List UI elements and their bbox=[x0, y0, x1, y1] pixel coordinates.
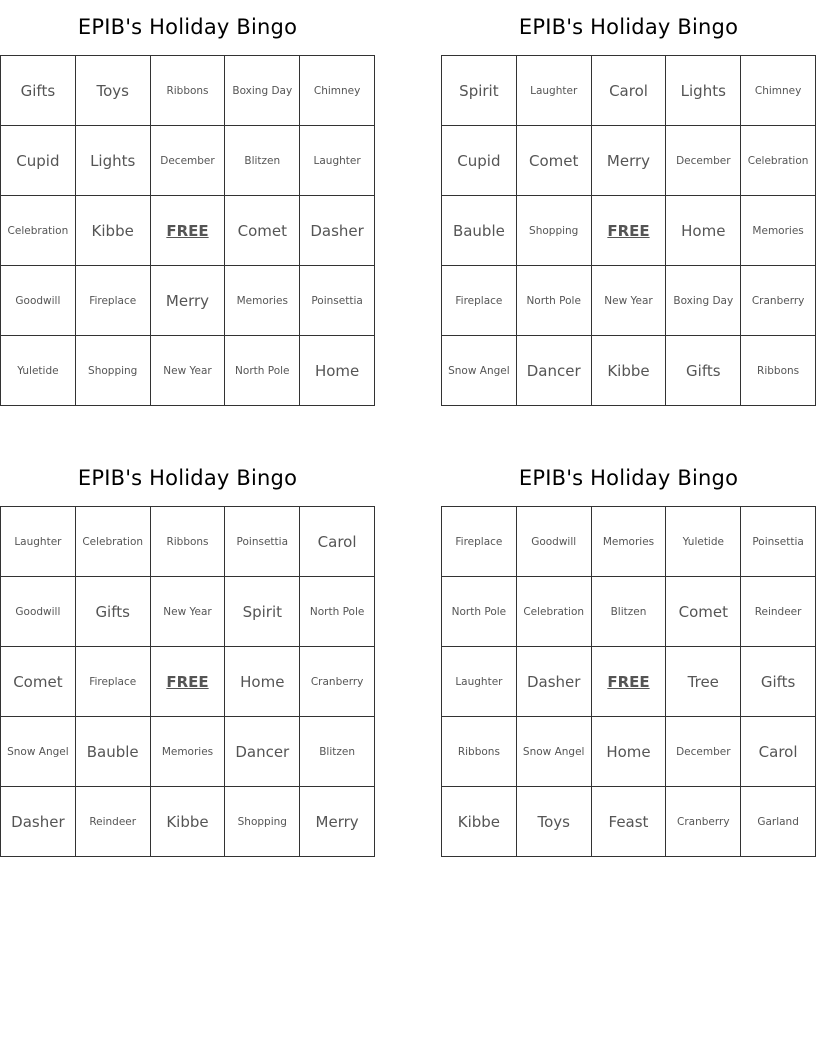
bingo-cell: Gifts bbox=[741, 647, 816, 717]
bingo-cell: Home bbox=[666, 196, 741, 266]
free-space-cell: FREE bbox=[592, 647, 667, 717]
bingo-cell: Toys bbox=[76, 56, 151, 126]
bingo-cell: Cranberry bbox=[300, 647, 375, 717]
bingo-cell: Fireplace bbox=[442, 507, 517, 577]
bingo-cell: Dasher bbox=[1, 787, 76, 857]
bingo-cell: Shopping bbox=[225, 787, 300, 857]
bingo-cell: Kibbe bbox=[76, 196, 151, 266]
bingo-cell: Spirit bbox=[442, 56, 517, 126]
bingo-cell: Fireplace bbox=[76, 647, 151, 717]
bingo-cell: Dancer bbox=[517, 336, 592, 406]
bingo-cell: Gifts bbox=[76, 577, 151, 647]
bingo-cell: Carol bbox=[300, 507, 375, 577]
bingo-cell: Snow Angel bbox=[442, 336, 517, 406]
bingo-cell: Home bbox=[225, 647, 300, 717]
bingo-cell: Poinsettia bbox=[300, 266, 375, 336]
bingo-cell: North Pole bbox=[225, 336, 300, 406]
bingo-cell: Laughter bbox=[517, 56, 592, 126]
bingo-cell: Kibbe bbox=[592, 336, 667, 406]
bingo-grid bbox=[0, 55, 375, 406]
bingo-cell: Goodwill bbox=[517, 507, 592, 577]
bingo-cell: Boxing Day bbox=[666, 266, 741, 336]
bingo-cell: Merry bbox=[300, 787, 375, 857]
bingo-cell: Yuletide bbox=[666, 507, 741, 577]
bingo-cell: Blitzen bbox=[300, 717, 375, 787]
bingo-cell: Ribbons bbox=[151, 507, 226, 577]
card-title: EPIB's Holiday Bingo bbox=[518, 466, 739, 490]
bingo-cell: Dasher bbox=[300, 196, 375, 266]
bingo-cell: Snow Angel bbox=[517, 717, 592, 787]
bingo-cell: Ribbons bbox=[151, 56, 226, 126]
free-space-cell: FREE bbox=[151, 647, 226, 717]
bingo-cell: New Year bbox=[151, 577, 226, 647]
bingo-card bbox=[0, 0, 375, 406]
free-space-cell: FREE bbox=[151, 196, 226, 266]
bingo-cell: Yuletide bbox=[1, 336, 76, 406]
bingo-cell: Goodwill bbox=[1, 266, 76, 336]
bingo-cell: Home bbox=[300, 336, 375, 406]
bingo-cell: Celebration bbox=[741, 126, 816, 196]
bingo-cell: December bbox=[666, 126, 741, 196]
bingo-cell: Boxing Day bbox=[225, 56, 300, 126]
bingo-grid bbox=[441, 506, 816, 857]
card-title: EPIB's Holiday Bingo bbox=[518, 15, 739, 39]
bingo-cell: Ribbons bbox=[741, 336, 816, 406]
bingo-cell: Dancer bbox=[225, 717, 300, 787]
bingo-cell: Gifts bbox=[666, 336, 741, 406]
bingo-cell: Laughter bbox=[1, 507, 76, 577]
bingo-cell: Poinsettia bbox=[741, 507, 816, 577]
bingo-cell: Laughter bbox=[442, 647, 517, 717]
bingo-cell: Merry bbox=[151, 266, 226, 336]
bingo-cell: Cupid bbox=[442, 126, 517, 196]
bingo-cell: Goodwill bbox=[1, 577, 76, 647]
bingo-cell: Cranberry bbox=[666, 787, 741, 857]
bingo-cell: Celebration bbox=[1, 196, 76, 266]
bingo-cell: Memories bbox=[151, 717, 226, 787]
bingo-cell: Feast bbox=[592, 787, 667, 857]
bingo-cell: North Pole bbox=[442, 577, 517, 647]
bingo-cell: Shopping bbox=[517, 196, 592, 266]
bingo-cell: Fireplace bbox=[442, 266, 517, 336]
bingo-cell: Snow Angel bbox=[1, 717, 76, 787]
bingo-card bbox=[441, 451, 816, 857]
bingo-cell: Comet bbox=[517, 126, 592, 196]
bingo-cell: Cupid bbox=[1, 126, 76, 196]
bingo-cell: Bauble bbox=[442, 196, 517, 266]
bingo-cell: Kibbe bbox=[442, 787, 517, 857]
bingo-cell: Bauble bbox=[76, 717, 151, 787]
bingo-cell: Celebration bbox=[76, 507, 151, 577]
bingo-cell: New Year bbox=[592, 266, 667, 336]
bingo-cell: Carol bbox=[741, 717, 816, 787]
bingo-cell: Comet bbox=[666, 577, 741, 647]
bingo-cell: Garland bbox=[741, 787, 816, 857]
bingo-cell: Poinsettia bbox=[225, 507, 300, 577]
bingo-cell: Laughter bbox=[300, 126, 375, 196]
bingo-cell: New Year bbox=[151, 336, 226, 406]
bingo-cell: Toys bbox=[517, 787, 592, 857]
bingo-cell: Celebration bbox=[517, 577, 592, 647]
bingo-card bbox=[441, 0, 816, 406]
bingo-cell: Reindeer bbox=[76, 787, 151, 857]
bingo-cell: Tree bbox=[666, 647, 741, 717]
card-title: EPIB's Holiday Bingo bbox=[77, 15, 298, 39]
bingo-cell: Reindeer bbox=[741, 577, 816, 647]
bingo-cell: Shopping bbox=[76, 336, 151, 406]
bingo-cell: Carol bbox=[592, 56, 667, 126]
bingo-cell: Spirit bbox=[225, 577, 300, 647]
bingo-cell: Comet bbox=[1, 647, 76, 717]
bingo-cell: Chimney bbox=[300, 56, 375, 126]
bingo-cell: Kibbe bbox=[151, 787, 226, 857]
bingo-cell: Home bbox=[592, 717, 667, 787]
bingo-cell: December bbox=[151, 126, 226, 196]
bingo-card bbox=[0, 451, 375, 857]
bingo-cell: Memories bbox=[741, 196, 816, 266]
bingo-cell: Fireplace bbox=[76, 266, 151, 336]
bingo-grid bbox=[441, 55, 816, 406]
bingo-cell: Lights bbox=[76, 126, 151, 196]
bingo-cell: Chimney bbox=[741, 56, 816, 126]
bingo-cell: Merry bbox=[592, 126, 667, 196]
bingo-cell: Dasher bbox=[517, 647, 592, 717]
bingo-cell: Cranberry bbox=[741, 266, 816, 336]
bingo-cell: Comet bbox=[225, 196, 300, 266]
bingo-cell: Memories bbox=[225, 266, 300, 336]
bingo-cell: North Pole bbox=[300, 577, 375, 647]
free-space-cell: FREE bbox=[592, 196, 667, 266]
bingo-cell: Blitzen bbox=[225, 126, 300, 196]
bingo-cell: Gifts bbox=[1, 56, 76, 126]
bingo-cell: Memories bbox=[592, 507, 667, 577]
bingo-cell: Lights bbox=[666, 56, 741, 126]
bingo-cell: North Pole bbox=[517, 266, 592, 336]
bingo-cell: December bbox=[666, 717, 741, 787]
bingo-cell: Blitzen bbox=[592, 577, 667, 647]
bingo-grid bbox=[0, 506, 375, 857]
card-title: EPIB's Holiday Bingo bbox=[77, 466, 298, 490]
bingo-cell: Ribbons bbox=[442, 717, 517, 787]
